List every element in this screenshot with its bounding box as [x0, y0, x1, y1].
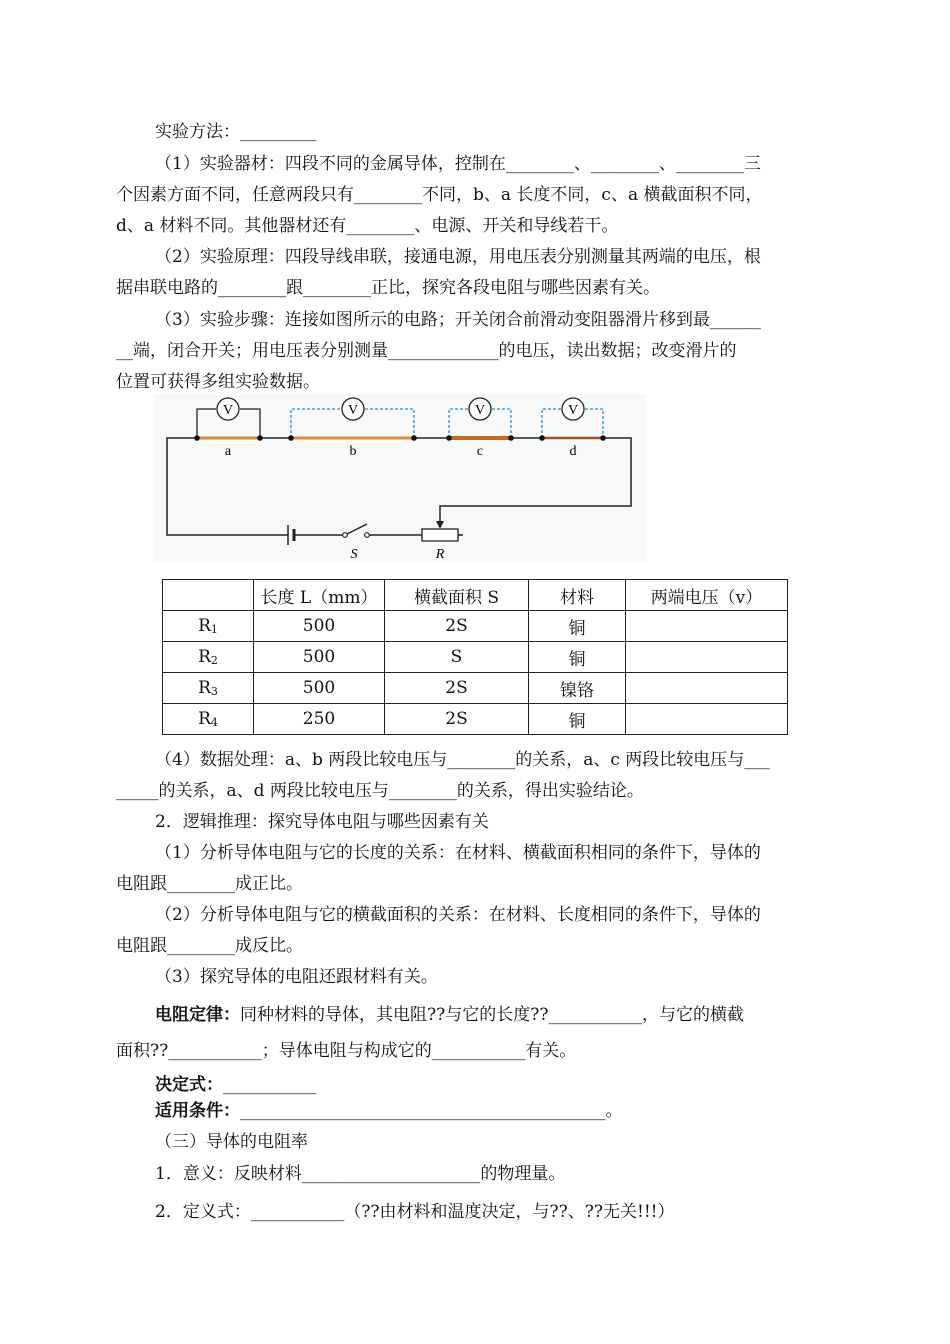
rheostat-label: R [435, 547, 445, 562]
processing-line-2: _____的关系，a、d 两段比较电压与________的关系，得出实验结论。 [116, 781, 644, 801]
cell-material: 铜 [529, 611, 626, 642]
table-header-row [163, 580, 788, 611]
material-relation: （3）探究导体的电阻还跟材料有关。 [155, 967, 438, 987]
steps-line-2: __端，闭合开关；用电压表分别测量_____________的电压，读出数据；改变滑片的 [116, 341, 737, 361]
cell-length: 500 [254, 611, 385, 642]
table-header: 材料 [529, 580, 626, 611]
table-header: 长度 L（mm） [254, 580, 385, 611]
cell-area: S [385, 642, 529, 673]
voltmeter-b-label: V [347, 403, 359, 418]
cell-voltage [626, 704, 788, 735]
cell-voltage [626, 642, 788, 673]
equipment-line-1: （1）实验器材：四段不同的金属导体，控制在________、________、________三 [155, 154, 761, 174]
cell-length: 500 [254, 673, 385, 704]
steps-line-1: （3）实验步骤：连接如图所示的电路；开关闭合前滑动变阻器滑片移到最______ [155, 310, 761, 330]
equipment-line-2: 个因素方面不同，任意两段只有________不同，b、a 长度不同，c、a 横截面积不同， [116, 185, 763, 205]
cell-material: 铜 [529, 704, 626, 735]
resistance-law-line-1: 电阻定律：同种材料的导体，其电阻??与它的长度??___________，与它的横截 [155, 1005, 744, 1025]
row-label: R2 [163, 642, 254, 673]
resistance-law-label: 电阻定律： [155, 1005, 240, 1025]
equipment-line-3: d、a 材料不同。其他器材还有________、电源、开关和导线若干。 [116, 216, 619, 236]
switch-label: S [350, 547, 358, 562]
row-label: R3 [163, 673, 254, 704]
principle-line-1: （2）实验原理：四段导线串联，接通电源，用电压表分别测量其两端的电压，根 [155, 247, 761, 267]
cell-area: 2S [385, 673, 529, 704]
resistivity-heading: （三）导体的电阻率 [155, 1132, 308, 1152]
circuit-diagram [153, 394, 646, 562]
row-label: R4 [163, 704, 254, 735]
segment-label-d: d [569, 444, 577, 459]
principle-line-2: 据串联电路的________跟________正比，探究各段电阻与哪些因素有关。 [116, 278, 660, 298]
table-header: 横截面积 S [385, 580, 529, 611]
cell-length: 250 [254, 704, 385, 735]
segment-label-a: a [224, 444, 232, 459]
voltmeter-a-label: V [222, 403, 234, 418]
logic-heading: 2．逻辑推理：探究导体电阻与哪些因素有关 [155, 812, 489, 832]
cell-voltage [626, 611, 788, 642]
conditions-line: 适用条件：___________________________________________。 [155, 1101, 623, 1121]
cell-length: 500 [254, 642, 385, 673]
cell-material: 镍铬 [529, 673, 626, 704]
table-header [163, 580, 254, 611]
processing-line-1: （4）数据处理：a、b 两段比较电压与________的关系，a、c 两段比较电压与___ [155, 750, 770, 770]
cell-voltage [626, 673, 788, 704]
conditions-label: 适用条件： [155, 1101, 240, 1121]
row-label: R1 [163, 611, 254, 642]
table-row [163, 673, 788, 704]
experiment-method: 实验方法：_________ [155, 122, 317, 142]
area-relation-line-2: 电阻跟________成反比。 [116, 936, 303, 956]
table-header: 两端电压（v） [626, 580, 788, 611]
table-row [163, 611, 788, 642]
cell-area: 2S [385, 611, 529, 642]
length-relation-line-1: （1）分析导体电阻与它的长度的关系：在材料、横截面积相同的条件下，导体的 [155, 843, 761, 863]
segment-label-b: b [349, 444, 357, 459]
resistivity-definition: 2．定义式：___________（??由材料和温度决定，与??、??无关!!!） [155, 1202, 675, 1222]
length-relation-line-2: 电阻跟________成正比。 [116, 874, 303, 894]
resistance-law-line-2: 面积??___________；导体电阻与构成它的___________有关。 [116, 1041, 577, 1061]
steps-line-3: 位置可获得多组实验数据。 [116, 372, 320, 392]
cell-material: 铜 [529, 642, 626, 673]
cell-area: 2S [385, 704, 529, 735]
voltmeter-c-label: V [474, 403, 486, 418]
segment-label-c: c [476, 444, 484, 459]
table-row [163, 704, 788, 735]
voltmeter-d-label: V [567, 403, 579, 418]
area-relation-line-1: （2）分析导体电阻与它的横截面积的关系：在材料、长度相同的条件下，导体的 [155, 905, 761, 925]
formula-label: 决定式： [155, 1075, 223, 1095]
resistance-table [162, 579, 788, 735]
formula-line: 决定式：___________ [155, 1075, 317, 1095]
table-row [163, 642, 788, 673]
resistivity-meaning: 1．意义：反映材料_____________________的物理量。 [155, 1164, 566, 1184]
